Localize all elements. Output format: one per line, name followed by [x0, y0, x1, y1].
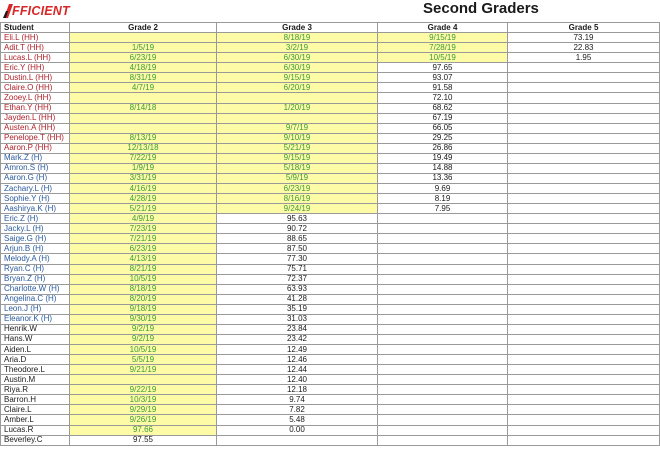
- table-row: [1, 63, 660, 73]
- table-row: [1, 314, 660, 324]
- grade-3-cell: 9/7/19: [217, 123, 378, 133]
- grade-2-cell: [70, 113, 217, 123]
- table-row: [1, 244, 660, 254]
- grade-2-cell: 9/21/19: [70, 365, 217, 375]
- grade-4-cell: [378, 405, 508, 415]
- grade-3-cell: 12.46: [217, 355, 378, 365]
- student-name-cell: Penelope.T (HH): [1, 133, 70, 143]
- grade-2-cell: 10/5/19: [70, 274, 217, 284]
- grade-5-cell: [508, 435, 660, 445]
- grade-4-cell: [378, 345, 508, 355]
- grade-4-cell: 29.25: [378, 133, 508, 143]
- grade-3-cell: 88.65: [217, 234, 378, 244]
- student-name-cell: Aashirya.K (H): [1, 204, 70, 214]
- grade-2-cell: 5/5/19: [70, 355, 217, 365]
- student-name-cell: Hans.W: [1, 334, 70, 344]
- grade-5-cell: [508, 123, 660, 133]
- grade-5-cell: [508, 355, 660, 365]
- grade-2-cell: 8/31/19: [70, 73, 217, 83]
- grade-4-cell: [378, 284, 508, 294]
- table-row: [1, 83, 660, 93]
- grade-2-cell: 7/22/19: [70, 153, 217, 163]
- student-name-cell: Leon.J (H): [1, 304, 70, 314]
- table-row: [1, 264, 660, 274]
- grade-5-cell: [508, 173, 660, 183]
- grade-4-cell: 68.62: [378, 103, 508, 113]
- student-name-cell: Beverley.C: [1, 435, 70, 445]
- table-row: [1, 405, 660, 415]
- table-row: [1, 224, 660, 234]
- table-row: [1, 334, 660, 344]
- grade-2-cell: 4/13/19: [70, 254, 217, 264]
- grade-3-cell: 6/23/19: [217, 184, 378, 194]
- table-row: [1, 365, 660, 375]
- column-header-grade-5: Grade 5: [508, 23, 660, 33]
- grade-2-cell: 9/29/19: [70, 405, 217, 415]
- student-name-cell: Aaron.P (HH): [1, 143, 70, 153]
- grade-3-cell: 41.28: [217, 294, 378, 304]
- grade-3-cell: 9.74: [217, 395, 378, 405]
- grade-5-cell: [508, 234, 660, 244]
- grade-5-cell: [508, 425, 660, 435]
- grade-3-cell: 9/15/19: [217, 73, 378, 83]
- grade-4-cell: 13.36: [378, 173, 508, 183]
- grade-5-cell: 22.83: [508, 43, 660, 53]
- table-body: [1, 33, 660, 446]
- grade-5-cell: [508, 405, 660, 415]
- grade-5-cell: [508, 304, 660, 314]
- sheet-header: [0, 0, 660, 22]
- grade-4-cell: [378, 365, 508, 375]
- grade-2-cell: 9/30/19: [70, 314, 217, 324]
- grade-5-cell: [508, 415, 660, 425]
- grade-5-cell: [508, 314, 660, 324]
- grade-4-cell: 7.95: [378, 204, 508, 214]
- grade-3-cell: 8/18/19: [217, 33, 378, 43]
- grade-3-cell: 87.50: [217, 244, 378, 254]
- grade-4-cell: 9.69: [378, 184, 508, 194]
- grade-5-cell: [508, 294, 660, 304]
- grade-5-cell: [508, 365, 660, 375]
- grade-4-cell: [378, 264, 508, 274]
- student-name-cell: Amron.S (H): [1, 163, 70, 173]
- grade-3-cell: 5.48: [217, 415, 378, 425]
- student-name-cell: Eli.L (HH): [1, 33, 70, 43]
- grade-4-cell: [378, 395, 508, 405]
- grade-2-cell: 3/31/19: [70, 173, 217, 183]
- student-name-cell: Charlotte.W (H): [1, 284, 70, 294]
- grade-4-cell: [378, 355, 508, 365]
- grade-5-cell: 1.95: [508, 53, 660, 63]
- grade-2-cell: 4/7/19: [70, 83, 217, 93]
- grade-5-cell: [508, 385, 660, 395]
- grade-3-cell: 9/15/19: [217, 153, 378, 163]
- table-row: [1, 304, 660, 314]
- grade-3-cell: 95.63: [217, 214, 378, 224]
- grade-3-cell: 9/10/19: [217, 133, 378, 143]
- table-row: [1, 375, 660, 385]
- student-name-cell: Barron.H: [1, 395, 70, 405]
- table-row: [1, 113, 660, 123]
- student-name-cell: Claire.O (HH): [1, 83, 70, 93]
- table-row: [1, 53, 660, 63]
- grade-3-cell: 8/16/19: [217, 194, 378, 204]
- grade-3-cell: 90.72: [217, 224, 378, 234]
- table-row: [1, 254, 660, 264]
- grade-5-cell: [508, 93, 660, 103]
- table-row: [1, 284, 660, 294]
- grade-4-cell: 26.86: [378, 143, 508, 153]
- table-row: [1, 204, 660, 214]
- grade-2-cell: 1/5/19: [70, 43, 217, 53]
- grade-5-cell: [508, 163, 660, 173]
- table-row: [1, 395, 660, 405]
- grade-5-cell: [508, 274, 660, 284]
- student-name-cell: Lucas.R: [1, 425, 70, 435]
- grade-3-cell: 31.03: [217, 314, 378, 324]
- table-row: [1, 234, 660, 244]
- grade-5-cell: [508, 143, 660, 153]
- student-name-cell: Riya.R: [1, 385, 70, 395]
- grade-4-cell: 66.05: [378, 123, 508, 133]
- grade-4-cell: [378, 314, 508, 324]
- grade-4-cell: [378, 214, 508, 224]
- grade-2-cell: 8/14/18: [70, 103, 217, 113]
- table-row: [1, 355, 660, 365]
- column-header-grade-4: Grade 4: [378, 23, 508, 33]
- grade-4-cell: 9/15/19: [378, 33, 508, 43]
- grade-2-cell: [70, 93, 217, 103]
- logo-text: FFICIENT: [12, 4, 70, 18]
- grade-3-cell: 1/20/19: [217, 103, 378, 113]
- grade-3-cell: [217, 435, 378, 445]
- student-name-cell: Dustin.L (HH): [1, 73, 70, 83]
- table-header-row: [1, 23, 660, 33]
- student-name-cell: Aria.D: [1, 355, 70, 365]
- grade-5-cell: [508, 224, 660, 234]
- page-title: Second Graders: [423, 0, 539, 17]
- grade-2-cell: 9/18/19: [70, 304, 217, 314]
- student-name-cell: Saige.G (H): [1, 234, 70, 244]
- grade-5-cell: [508, 345, 660, 355]
- grade-4-cell: [378, 385, 508, 395]
- grade-3-cell: 5/18/19: [217, 163, 378, 173]
- grade-5-cell: [508, 103, 660, 113]
- grade-4-cell: [378, 294, 508, 304]
- student-name-cell: Arjun.B (H): [1, 244, 70, 254]
- grade-3-cell: 35.19: [217, 304, 378, 314]
- grade-5-cell: [508, 133, 660, 143]
- grade-5-cell: [508, 244, 660, 254]
- grade-3-cell: 23.42: [217, 334, 378, 344]
- grade-2-cell: [70, 375, 217, 385]
- table-row: [1, 153, 660, 163]
- student-name-cell: Ryan.C (H): [1, 264, 70, 274]
- grade-2-cell: 9/22/19: [70, 385, 217, 395]
- logo: [3, 3, 70, 19]
- grade-5-cell: [508, 395, 660, 405]
- table-row: [1, 123, 660, 133]
- student-name-cell: Austen.A (HH): [1, 123, 70, 133]
- table-row: [1, 294, 660, 304]
- grade-4-cell: 97.65: [378, 63, 508, 73]
- grade-3-cell: [217, 93, 378, 103]
- grade-4-cell: [378, 304, 508, 314]
- table-row: [1, 33, 660, 43]
- grade-3-cell: 77.30: [217, 254, 378, 264]
- grade-5-cell: [508, 113, 660, 123]
- grade-2-cell: 4/9/19: [70, 214, 217, 224]
- student-name-cell: Claire.L: [1, 405, 70, 415]
- grade-4-cell: [378, 324, 508, 334]
- grade-2-cell: 12/13/18: [70, 143, 217, 153]
- student-name-cell: Adit.T (HH): [1, 43, 70, 53]
- grade-3-cell: 0.00: [217, 425, 378, 435]
- grade-5-cell: [508, 375, 660, 385]
- table-row: [1, 73, 660, 83]
- student-name-cell: Sophie.Y (H): [1, 194, 70, 204]
- grade-3-cell: 6/30/19: [217, 63, 378, 73]
- grade-4-cell: 19.49: [378, 153, 508, 163]
- grade-5-cell: [508, 184, 660, 194]
- grade-2-cell: 8/21/19: [70, 264, 217, 274]
- grade-2-cell: [70, 33, 217, 43]
- grade-5-cell: [508, 324, 660, 334]
- grade-3-cell: 9/24/19: [217, 204, 378, 214]
- grade-5-cell: [508, 83, 660, 93]
- grade-4-cell: [378, 224, 508, 234]
- table-row: [1, 133, 660, 143]
- efficient-logo-icon: [3, 3, 13, 19]
- grade-5-cell: [508, 204, 660, 214]
- grade-3-cell: 72.37: [217, 274, 378, 284]
- grade-2-cell: 6/23/19: [70, 53, 217, 63]
- grade-5-cell: [508, 254, 660, 264]
- grades-table: [0, 22, 660, 446]
- table-row: [1, 385, 660, 395]
- grade-3-cell: 12.40: [217, 375, 378, 385]
- grade-2-cell: 9/2/19: [70, 334, 217, 344]
- grade-4-cell: [378, 274, 508, 284]
- table-row: [1, 93, 660, 103]
- grade-3-cell: [217, 113, 378, 123]
- grade-4-cell: [378, 375, 508, 385]
- grade-4-cell: 7/28/19: [378, 43, 508, 53]
- table-row: [1, 163, 660, 173]
- grade-2-cell: 7/21/19: [70, 234, 217, 244]
- grade-5-cell: [508, 284, 660, 294]
- grade-4-cell: 72.10: [378, 93, 508, 103]
- student-name-cell: Henrik.W: [1, 324, 70, 334]
- grade-5-cell: 73.19: [508, 33, 660, 43]
- student-name-cell: Melody.A (H): [1, 254, 70, 264]
- student-name-cell: Eric.Z (H): [1, 214, 70, 224]
- grade-2-cell: 1/9/19: [70, 163, 217, 173]
- grade-3-cell: 5/9/19: [217, 173, 378, 183]
- student-name-cell: Austin.M: [1, 375, 70, 385]
- table-row: [1, 274, 660, 284]
- table-row: [1, 103, 660, 113]
- grade-4-cell: [378, 254, 508, 264]
- student-name-cell: Mark.Z (H): [1, 153, 70, 163]
- grade-5-cell: [508, 214, 660, 224]
- table-row: [1, 214, 660, 224]
- grade-2-cell: 6/23/19: [70, 244, 217, 254]
- grade-4-cell: [378, 244, 508, 254]
- table-row: [1, 173, 660, 183]
- grade-2-cell: 9/26/19: [70, 415, 217, 425]
- grade-3-cell: 63.93: [217, 284, 378, 294]
- student-name-cell: Bryan.Z (H): [1, 274, 70, 284]
- grade-2-cell: 7/23/19: [70, 224, 217, 234]
- grade-4-cell: 14.88: [378, 163, 508, 173]
- grade-2-cell: [70, 123, 217, 133]
- grade-2-cell: 10/3/19: [70, 395, 217, 405]
- grade-2-cell: 97.66: [70, 425, 217, 435]
- grade-3-cell: 12.44: [217, 365, 378, 375]
- student-name-cell: Jacky.L (H): [1, 224, 70, 234]
- student-name-cell: Ethan.Y (HH): [1, 103, 70, 113]
- grade-4-cell: [378, 234, 508, 244]
- grade-3-cell: 12.18: [217, 385, 378, 395]
- grade-3-cell: 75.71: [217, 264, 378, 274]
- table-row: [1, 415, 660, 425]
- student-name-cell: Aaron.G (H): [1, 173, 70, 183]
- grade-3-cell: 6/20/19: [217, 83, 378, 93]
- grade-2-cell: 8/18/19: [70, 284, 217, 294]
- student-name-cell: Angelina.C (H): [1, 294, 70, 304]
- grade-2-cell: 5/21/19: [70, 204, 217, 214]
- grade-2-cell: 4/28/19: [70, 194, 217, 204]
- grade-3-cell: 23.84: [217, 324, 378, 334]
- table-row: [1, 435, 660, 445]
- grade-5-cell: [508, 194, 660, 204]
- student-name-cell: Aiden.L: [1, 345, 70, 355]
- grade-4-cell: 8.19: [378, 194, 508, 204]
- grade-5-cell: [508, 334, 660, 344]
- grade-4-cell: [378, 334, 508, 344]
- table-row: [1, 184, 660, 194]
- table-row: [1, 425, 660, 435]
- student-name-cell: Amber.L: [1, 415, 70, 425]
- table-row: [1, 43, 660, 53]
- grade-2-cell: 8/13/19: [70, 133, 217, 143]
- grade-5-cell: [508, 264, 660, 274]
- grade-4-cell: [378, 415, 508, 425]
- grade-4-cell: 67.19: [378, 113, 508, 123]
- grade-5-cell: [508, 73, 660, 83]
- grade-4-cell: 10/5/19: [378, 53, 508, 63]
- grade-2-cell: 9/2/19: [70, 324, 217, 334]
- student-name-cell: Eleanor.K (H): [1, 314, 70, 324]
- grade-4-cell: 93.07: [378, 73, 508, 83]
- grade-3-cell: 6/30/19: [217, 53, 378, 63]
- grade-5-cell: [508, 63, 660, 73]
- grade-2-cell: 97.55: [70, 435, 217, 445]
- grade-3-cell: 3/2/19: [217, 43, 378, 53]
- column-header-student: Student: [1, 23, 70, 33]
- student-name-cell: Jayden.L (HH): [1, 113, 70, 123]
- student-name-cell: Theodore.L: [1, 365, 70, 375]
- grade-4-cell: [378, 435, 508, 445]
- grade-5-cell: [508, 153, 660, 163]
- grade-4-cell: [378, 425, 508, 435]
- grade-2-cell: 10/5/19: [70, 345, 217, 355]
- grade-3-cell: 5/21/19: [217, 143, 378, 153]
- grade-4-cell: 91.58: [378, 83, 508, 93]
- student-name-cell: Zooey.L (HH): [1, 93, 70, 103]
- column-header-grade-3: Grade 3: [217, 23, 378, 33]
- student-name-cell: Eric.Y (HH): [1, 63, 70, 73]
- student-name-cell: Lucas.L (HH): [1, 53, 70, 63]
- student-name-cell: Zachary.L (H): [1, 184, 70, 194]
- table-row: [1, 345, 660, 355]
- table-row: [1, 324, 660, 334]
- table-row: [1, 194, 660, 204]
- grade-3-cell: 7.82: [217, 405, 378, 415]
- table-row: [1, 143, 660, 153]
- grade-3-cell: 12.49: [217, 345, 378, 355]
- grade-2-cell: 8/20/19: [70, 294, 217, 304]
- grade-2-cell: 4/16/19: [70, 184, 217, 194]
- grade-2-cell: 4/18/19: [70, 63, 217, 73]
- column-header-grade-2: Grade 2: [70, 23, 217, 33]
